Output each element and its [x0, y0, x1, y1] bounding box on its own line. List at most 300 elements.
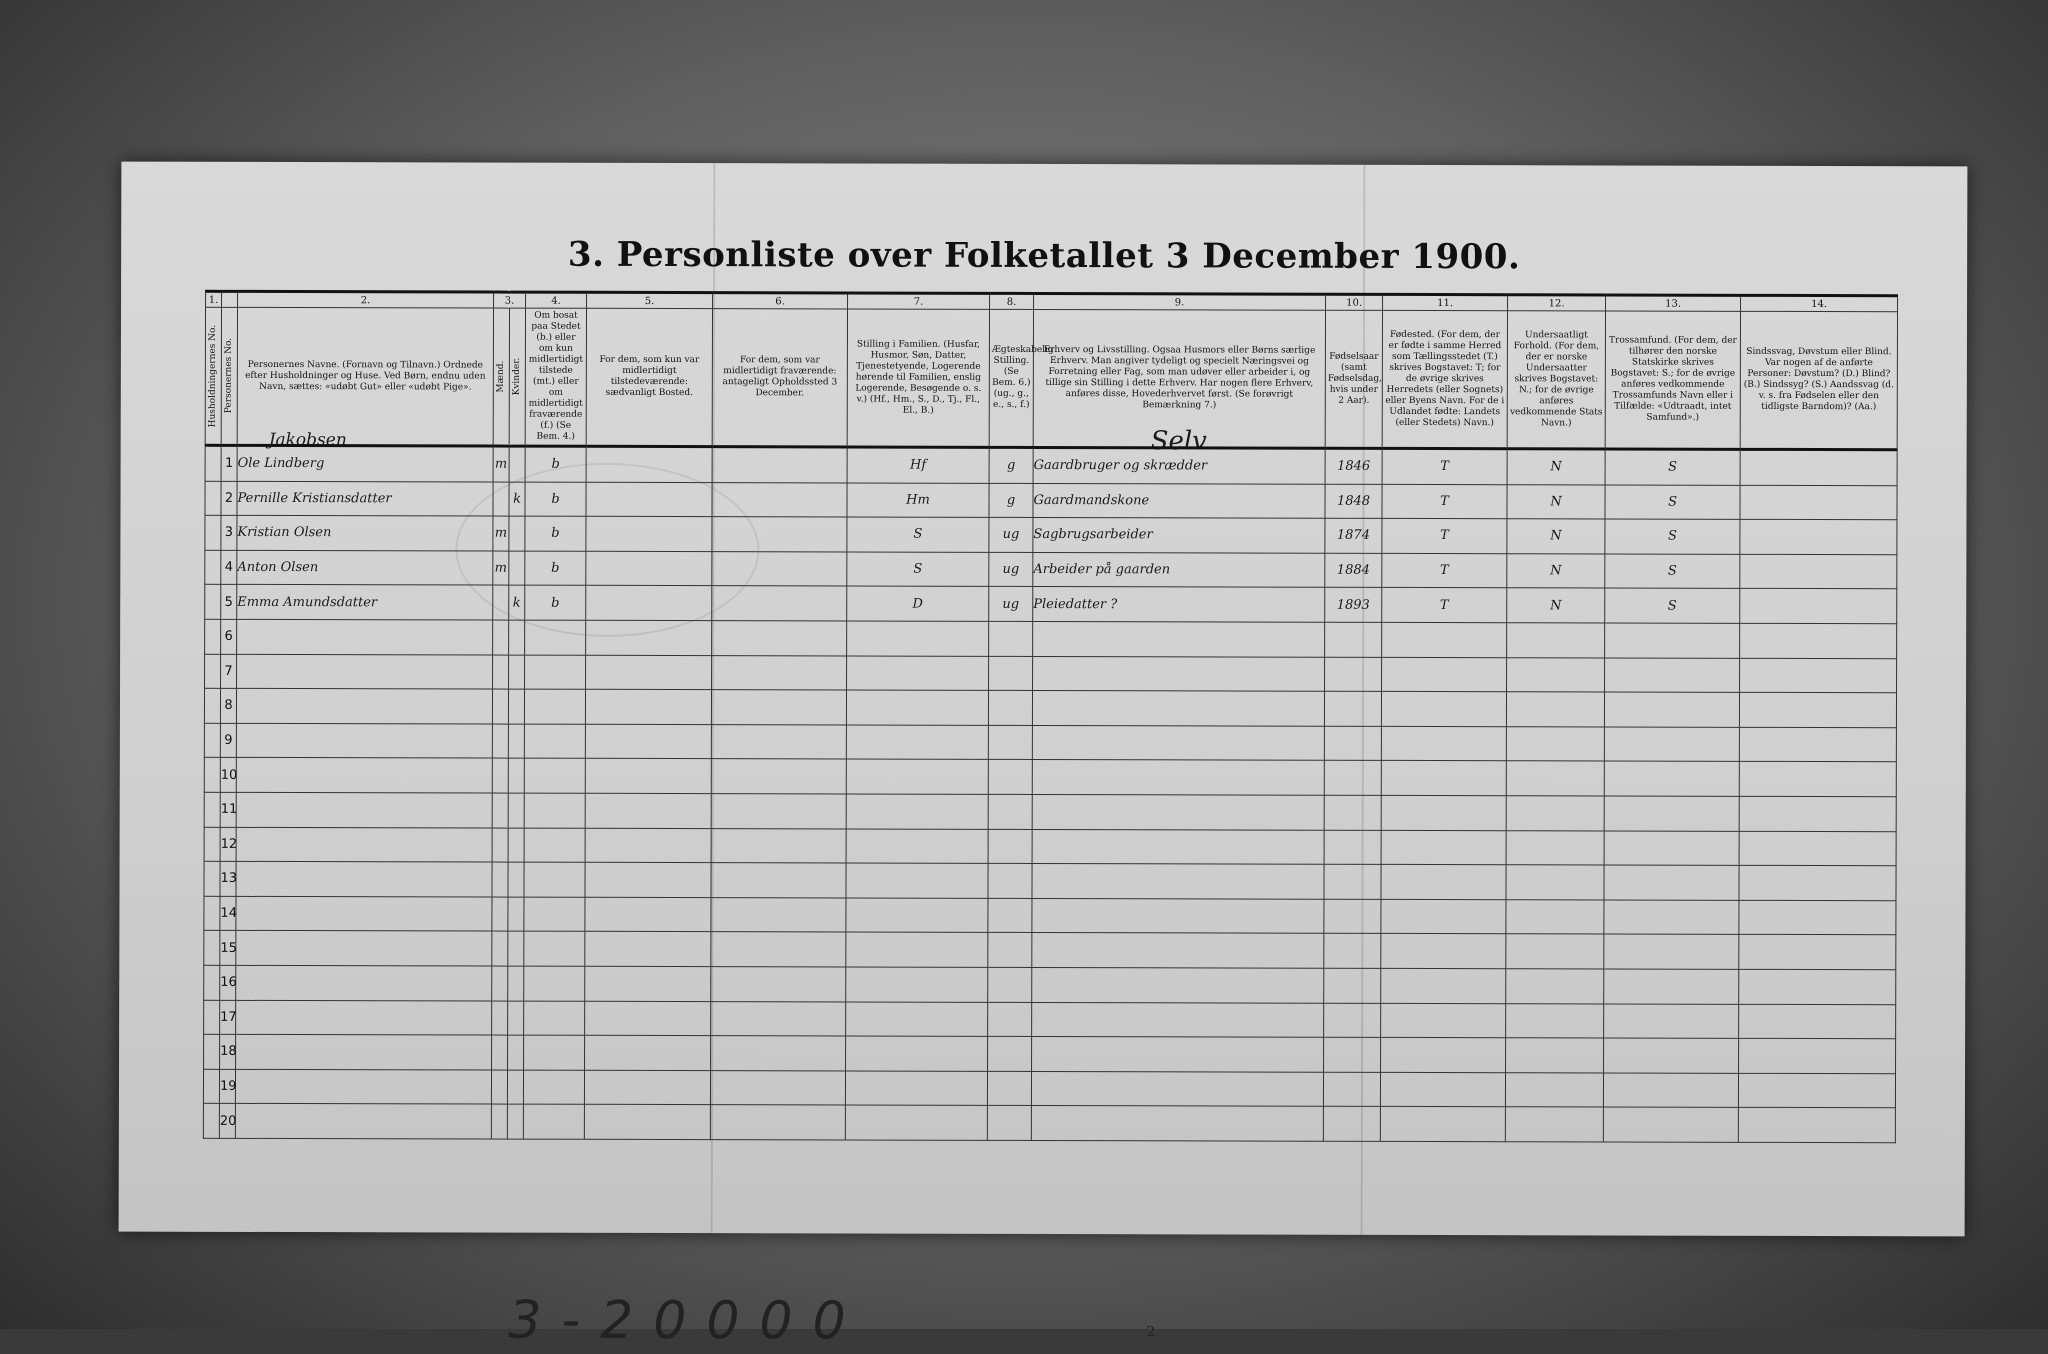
usual-residence-cell — [586, 655, 712, 690]
citizenship-cell — [1506, 726, 1604, 761]
occupation-cell — [1031, 1106, 1323, 1141]
family-position-cell: S — [847, 552, 989, 587]
row-number-cell: 16 — [220, 965, 236, 1000]
sex-female-cell — [509, 551, 525, 586]
religion-cell — [1604, 865, 1739, 900]
residence-status-cell — [523, 1070, 584, 1105]
col-num-14: 14. — [1741, 295, 1898, 311]
table-row — [205, 654, 1897, 693]
residence-status-cell — [524, 689, 585, 724]
whereabouts-cell — [711, 967, 846, 1002]
header-residence-status: Om bosat paa Stedet (b.) eller om kun midlertidigt tilstede (mt.) eller om midlertidigt fraværende (f.) (Se Bem. 4.) — [525, 308, 586, 446]
col-num-3: 3. — [494, 292, 526, 308]
col-num-8: 8. — [990, 293, 1034, 309]
occupation-cell — [1032, 691, 1324, 726]
citizenship-cell — [1506, 865, 1604, 900]
disability-cell — [1738, 1073, 1895, 1108]
whereabouts-cell — [712, 621, 847, 656]
usual-residence-cell — [586, 516, 712, 551]
disability-cell — [1739, 796, 1896, 831]
table-row — [205, 619, 1897, 658]
family-position-cell — [847, 621, 989, 656]
sex-male-cell — [492, 966, 508, 1001]
header-occupation: Erhverv og Livsstilling. Ogsaa Husmors eller Børns særlige Erhverv. Man angiver tydeligt og specielt Næringsvei og Forretning eller Fag, som man udøver eller arbeider i, og tillige sin Stilling i dette Erhverv. Har nogen flere Erhverv, anføres disse, Hovederhvervet først. (Se forøvrigt Bemærkning 7.) — [1033, 309, 1325, 448]
header-whereabouts: For dem, som var midlertidigt fraværende: antageligt Opholdssted 3 December. — [712, 309, 847, 447]
household-no-cell — [204, 1000, 220, 1035]
birth-year-cell — [1324, 761, 1381, 796]
sex-female-cell — [508, 862, 524, 897]
sex-female-cell — [509, 620, 525, 655]
birthplace-cell — [1382, 622, 1507, 657]
table-row — [204, 758, 1896, 797]
occupation-cell — [1032, 760, 1324, 795]
occupation-cell — [1032, 933, 1324, 968]
citizenship-cell — [1506, 1038, 1604, 1073]
household-no-cell — [204, 792, 220, 827]
person-name-cell: Emma Amundsdatter — [237, 585, 493, 620]
usual-residence-cell — [585, 1001, 711, 1036]
whereabouts-cell — [711, 1036, 846, 1071]
whereabouts-cell — [711, 690, 846, 725]
occupation-cell — [1033, 621, 1325, 656]
col-num-11: 11. — [1383, 294, 1508, 310]
column-header-row — [205, 307, 1897, 449]
usual-residence-cell — [585, 966, 711, 1001]
occupation-cell: Arbeider på gaarden — [1033, 552, 1325, 587]
person-name-cell — [236, 965, 492, 1000]
sex-female-cell: k — [509, 585, 525, 620]
row-number-cell: 8 — [220, 689, 236, 724]
religion-cell: S — [1605, 554, 1740, 589]
disability-cell — [1739, 1004, 1896, 1039]
disability-cell — [1739, 865, 1896, 900]
household-no-cell — [203, 1069, 219, 1104]
row-number-cell: 11 — [220, 792, 236, 827]
family-position-cell — [845, 1105, 987, 1140]
whereabouts-cell — [712, 551, 847, 586]
religion-cell — [1604, 934, 1739, 969]
religion-cell — [1605, 658, 1740, 693]
archive-number: 3-20000 — [508, 1290, 866, 1352]
birthplace-cell — [1380, 1072, 1505, 1107]
usual-residence-cell — [585, 1035, 711, 1070]
birth-year-cell — [1323, 1107, 1380, 1142]
disability-cell — [1739, 935, 1896, 970]
usual-residence-cell — [585, 724, 711, 759]
row-number-cell: 17 — [220, 1000, 236, 1035]
birth-year-cell — [1324, 1037, 1381, 1072]
residence-status-cell: b — [525, 482, 586, 517]
occupation-cell — [1032, 898, 1324, 933]
birthplace-cell — [1381, 968, 1506, 1003]
whereabouts-cell — [710, 1105, 845, 1140]
row-number-cell: 18 — [220, 1034, 236, 1069]
col-num-9: 9. — [1034, 293, 1326, 310]
household-no-cell — [204, 1034, 220, 1069]
family-position-cell — [845, 1071, 987, 1106]
birthplace-cell — [1381, 830, 1506, 865]
header-birthplace: Fødested. (For dem, der er fødte i samme Herred som Tællingsstedet (T.) skrives Bogstavet: T; for de øvrige skrives Herredets (eller Sognets) eller Byens Navn. For de i Udlandet fødte: Landets (eller Stedets) Navn.) — [1382, 310, 1507, 448]
birth-year-cell — [1324, 968, 1381, 1003]
occupation-cell — [1032, 967, 1324, 1002]
household-no-cell — [205, 619, 221, 654]
sex-male-cell — [492, 689, 508, 724]
usual-residence-cell — [584, 1105, 710, 1140]
residence-status-cell: b — [525, 551, 586, 586]
person-name-cell: Anton Olsen — [237, 550, 493, 585]
religion-cell — [1604, 692, 1739, 727]
religion-cell — [1603, 1107, 1738, 1142]
sex-female-cell — [508, 1035, 524, 1070]
birth-year-cell: 1846 — [1325, 448, 1382, 484]
header-disability: Sindssvag, Døvstum eller Blind. Var nogen af de anførte Personer: Døvstum? (D.) Blind? (B.) Sindssyg? (S.) Aandssvag (d. v. s. fra Fødselen eller den tidligste Barndom)? (Aa.) — [1740, 311, 1897, 449]
birthplace-cell: T — [1382, 448, 1507, 484]
person-name-cell — [236, 931, 492, 966]
disability-cell — [1739, 1038, 1896, 1073]
sex-female-cell — [507, 1104, 523, 1139]
residence-status-cell — [524, 1035, 585, 1070]
table-row — [204, 792, 1896, 831]
table-row — [203, 1069, 1895, 1108]
residence-status-cell — [524, 931, 585, 966]
whereabouts-cell — [711, 1001, 846, 1036]
religion-cell — [1604, 831, 1739, 866]
usual-residence-cell — [585, 862, 711, 897]
sex-male-cell — [491, 1104, 507, 1139]
household-no-cell — [204, 965, 220, 1000]
sex-male-cell — [492, 793, 508, 828]
table-row — [204, 896, 1896, 935]
person-name-cell — [236, 689, 492, 724]
residence-status-cell — [524, 862, 585, 897]
sex-male-cell — [492, 758, 508, 793]
sex-female-cell — [508, 758, 524, 793]
household-no-cell — [205, 445, 221, 481]
row-number-cell: 10 — [220, 758, 236, 793]
usual-residence-cell — [585, 759, 711, 794]
table-row — [204, 827, 1896, 866]
sex-male-cell — [492, 1001, 508, 1036]
disability-cell — [1739, 831, 1896, 866]
marital-status-cell — [988, 898, 1032, 933]
person-name-cell — [236, 1000, 492, 1035]
col-num-1: 1. — [206, 291, 222, 307]
whereabouts-cell — [711, 932, 846, 967]
sex-male-cell — [492, 862, 508, 897]
birthplace-cell — [1381, 761, 1506, 796]
birthplace-cell: T — [1382, 519, 1507, 554]
sex-male-cell — [493, 655, 509, 690]
person-name-cell — [236, 862, 492, 897]
usual-residence-cell — [585, 932, 711, 967]
table-row — [205, 481, 1897, 520]
person-name-cell — [237, 654, 493, 689]
occupation-cell — [1033, 656, 1325, 691]
household-no-cell — [205, 481, 221, 516]
col-num-7: 7. — [848, 293, 990, 309]
sex-female-cell — [509, 446, 525, 482]
birth-year-cell: 1874 — [1325, 518, 1382, 553]
marital-status-cell — [988, 829, 1032, 864]
header-person-no: Personernes No. — [223, 338, 234, 414]
citizenship-cell — [1506, 934, 1604, 969]
family-position-cell — [847, 656, 989, 691]
table-row — [205, 515, 1897, 554]
row-number-cell: 14 — [220, 896, 236, 931]
religion-cell: S — [1605, 485, 1740, 520]
sex-male-cell — [492, 931, 508, 966]
birth-year-cell — [1325, 622, 1382, 657]
sex-female-cell — [508, 931, 524, 966]
household-no-cell — [204, 758, 220, 793]
family-position-cell — [846, 794, 988, 829]
family-position-cell — [846, 863, 988, 898]
sex-female-cell: k — [509, 482, 525, 517]
family-position-cell — [846, 1001, 988, 1036]
whereabouts-cell — [712, 447, 847, 483]
marital-status-cell: ug — [989, 587, 1033, 622]
occupation-cell — [1032, 1037, 1324, 1072]
sex-male-cell — [491, 1070, 507, 1105]
usual-residence-cell — [586, 620, 712, 655]
disability-cell — [1740, 554, 1897, 589]
sex-female-cell — [508, 828, 524, 863]
header-birth-year: Fødselsaar (samt Fødselsdag, hvis under 2 Aar). — [1325, 310, 1382, 448]
household-no-cell — [204, 723, 220, 758]
sex-male-cell: m — [493, 446, 509, 482]
citizenship-cell — [1506, 761, 1604, 796]
sex-male-cell — [492, 897, 508, 932]
usual-residence-cell — [585, 793, 711, 828]
header-usual-residence: For dem, som kun var midlertidigt tilstedeværende: sædvanligt Bosted. — [586, 308, 712, 446]
marital-status-cell — [987, 1071, 1031, 1106]
occupation-cell: Pleiedatter ? — [1033, 587, 1325, 622]
col-num-6: 6. — [713, 293, 848, 309]
header-religion: Trossamfund. (For dem, der tilhører den norske Statskirke skrives Bogstavet: S.; for de øvrige anføres vedkommende Trossamfunds Navn eller i Tilfælde: «Udtraadt, intet Samfund».) — [1605, 311, 1740, 449]
residence-status-cell — [524, 966, 585, 1001]
birth-year-cell — [1324, 934, 1381, 969]
row-number-cell: 9 — [220, 723, 236, 758]
usual-residence-cell — [586, 551, 712, 586]
family-position-cell — [846, 1036, 988, 1071]
sex-male-cell — [492, 724, 508, 759]
religion-cell — [1604, 969, 1739, 1004]
family-position-cell: S — [847, 517, 989, 552]
marital-status-cell — [988, 863, 1032, 898]
col-num-2: 2. — [238, 291, 494, 308]
usual-residence-cell — [584, 1070, 710, 1105]
person-name-cell — [236, 723, 492, 758]
sex-male-cell — [492, 1035, 508, 1070]
person-name-cell — [236, 758, 492, 793]
religion-cell: S — [1605, 588, 1740, 623]
table-row — [204, 965, 1896, 1004]
occupation-cell — [1031, 1071, 1323, 1106]
residence-status-cell — [524, 758, 585, 793]
disability-cell — [1739, 969, 1896, 1004]
birth-year-cell — [1324, 795, 1381, 830]
table-row — [204, 723, 1896, 762]
birth-year-cell — [1324, 691, 1381, 726]
citizenship-cell: N — [1507, 588, 1605, 623]
whereabouts-cell — [711, 724, 846, 759]
header-family-position: Stilling i Familien. (Husfar, Husmor, Søn, Datter, Tjenestetyende, Logerende hørende til Familien, enslig Logerende, Besøgende o. s. v.) (Hf., Hm., S., D., Tj., Fl., El., B.) — [847, 309, 989, 447]
citizenship-cell — [1506, 692, 1604, 727]
usual-residence-cell — [586, 482, 712, 517]
whereabouts-cell — [711, 759, 846, 794]
residence-status-cell: b — [525, 516, 586, 551]
row-number-cell: 7 — [221, 654, 237, 689]
birth-year-cell — [1323, 1072, 1380, 1107]
whereabouts-cell — [712, 655, 847, 690]
residence-status-cell — [525, 620, 586, 655]
whereabouts-cell — [711, 828, 846, 863]
marital-status-cell — [988, 933, 1032, 968]
marital-status-cell: g — [989, 447, 1033, 483]
census-form-page — [119, 162, 1968, 1352]
occupation-cell: Sagbrugsarbeider — [1033, 518, 1325, 553]
household-no-cell — [204, 688, 220, 723]
citizenship-cell: N — [1507, 519, 1605, 554]
row-number-cell: 6 — [221, 619, 237, 654]
marital-status-cell — [988, 760, 1032, 795]
header-sex-male: Mænd. — [495, 360, 506, 393]
sex-female-cell — [508, 897, 524, 932]
table-row — [204, 1000, 1896, 1039]
table-row — [204, 1034, 1896, 1073]
family-position-cell — [846, 690, 988, 725]
occupation-cell — [1032, 1002, 1324, 1037]
disability-cell — [1739, 727, 1896, 762]
sex-female-cell — [508, 1001, 524, 1036]
sex-male-cell: m — [493, 551, 509, 586]
row-number-cell: 19 — [219, 1069, 235, 1104]
disability-cell — [1740, 589, 1897, 624]
birthplace-cell — [1381, 1037, 1506, 1072]
citizenship-cell: N — [1507, 553, 1605, 588]
birthplace-cell — [1381, 899, 1506, 934]
household-no-cell — [204, 827, 220, 862]
citizenship-cell — [1505, 1072, 1603, 1107]
annotation-surname: Jakobsen — [268, 429, 347, 451]
marital-status-cell — [988, 1002, 1032, 1037]
row-number-cell: 3 — [221, 516, 237, 551]
person-name-cell: Pernille Kristiansdatter — [237, 481, 493, 516]
occupation-cell — [1032, 794, 1324, 829]
household-no-cell — [205, 515, 221, 550]
row-number-cell: 2 — [221, 481, 237, 516]
citizenship-cell: N — [1507, 449, 1605, 485]
col-num-10: 10. — [1326, 294, 1383, 310]
header-household-no: Husholdningernes No. — [207, 324, 218, 428]
birthplace-cell — [1381, 692, 1506, 727]
residence-status-cell — [525, 655, 586, 690]
religion-cell: S — [1605, 519, 1740, 554]
household-no-cell — [205, 550, 221, 585]
citizenship-cell — [1505, 1107, 1603, 1142]
person-name-cell — [235, 1069, 491, 1104]
birthplace-cell: T — [1382, 588, 1507, 623]
usual-residence-cell — [585, 897, 711, 932]
row-number-cell: 12 — [220, 827, 236, 862]
religion-cell — [1604, 1003, 1739, 1038]
person-name-cell — [236, 792, 492, 827]
family-position-cell — [846, 932, 988, 967]
person-name-cell — [236, 1034, 492, 1069]
household-no-cell — [205, 585, 221, 620]
sex-male-cell: m — [493, 516, 509, 551]
residence-status-cell — [524, 793, 585, 828]
page-number: 2 — [1146, 1324, 1156, 1341]
whereabouts-cell — [710, 1070, 845, 1105]
marital-status-cell — [988, 794, 1032, 829]
table-row — [204, 861, 1896, 900]
occupation-cell: Gaardbruger og skrædder — [1033, 447, 1325, 483]
birthplace-cell — [1381, 726, 1506, 761]
family-position-cell — [846, 898, 988, 933]
usual-residence-cell — [585, 828, 711, 863]
family-position-cell: Hf — [847, 447, 989, 483]
marital-status-cell: g — [989, 483, 1033, 518]
table-row — [204, 931, 1896, 970]
usual-residence-cell — [586, 446, 712, 482]
birth-year-cell: 1848 — [1325, 484, 1382, 519]
col-num-5: 5. — [587, 292, 713, 308]
religion-cell — [1604, 900, 1739, 935]
birthplace-cell — [1380, 1107, 1505, 1142]
person-name-cell: Ole Lindberg — [237, 445, 493, 481]
sex-female-cell — [508, 966, 524, 1001]
col-num-13: 13. — [1606, 295, 1741, 311]
header-citizenship: Undersaatligt Forhold. (For dem, der er norske Undersaatter skrives Bogstavet: N.; for de øvrige anføres vedkommende Stats Navn.) — [1507, 311, 1605, 449]
marital-status-cell: ug — [989, 552, 1033, 587]
usual-residence-cell — [586, 586, 712, 621]
whereabouts-cell — [711, 897, 846, 932]
table-row — [205, 585, 1897, 624]
marital-status-cell — [989, 621, 1033, 656]
residence-status-cell — [524, 828, 585, 863]
birthplace-cell — [1381, 934, 1506, 969]
religion-cell — [1604, 727, 1739, 762]
family-position-cell: D — [847, 586, 989, 621]
annotation-self: Selv — [1150, 426, 1207, 457]
sex-female-cell — [508, 793, 524, 828]
table-row — [203, 1104, 1895, 1143]
table-row — [204, 688, 1896, 727]
row-number-cell: 20 — [219, 1104, 235, 1139]
citizenship-cell — [1507, 623, 1605, 658]
person-name-cell: Kristian Olsen — [237, 516, 493, 551]
col-num-12: 12. — [1508, 295, 1606, 311]
form-title: 3. Personliste over Folketallet 3 December 1900. — [567, 234, 1521, 278]
person-name-cell — [236, 896, 492, 931]
marital-status-cell — [988, 1036, 1032, 1071]
birth-year-cell: 1893 — [1325, 588, 1382, 623]
household-no-cell — [205, 654, 221, 689]
birthplace-cell — [1381, 865, 1506, 900]
birthplace-cell — [1381, 1003, 1506, 1038]
disability-cell — [1740, 520, 1897, 555]
citizenship-cell — [1506, 969, 1604, 1004]
marital-status-cell — [987, 1106, 1031, 1141]
family-position-cell — [846, 725, 988, 760]
family-position-cell: Hm — [847, 483, 989, 518]
disability-cell — [1739, 762, 1896, 797]
birth-year-cell — [1324, 864, 1381, 899]
disability-cell — [1738, 1108, 1895, 1143]
citizenship-cell — [1506, 1003, 1604, 1038]
occupation-cell — [1032, 725, 1324, 760]
